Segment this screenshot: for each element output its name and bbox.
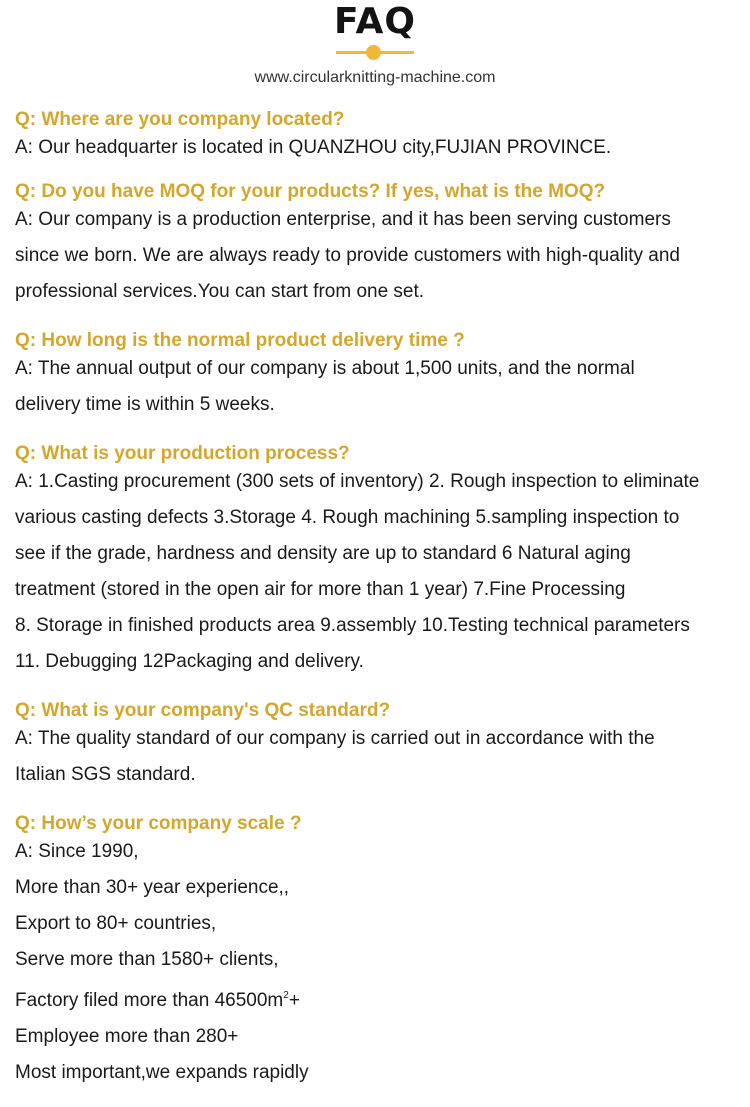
faq-item-production-process <box>15 439 745 680</box>
page-title: FAQ <box>334 1 416 42</box>
answer-line: professional services.You can start from one set. <box>15 281 425 302</box>
question: Q: What is your production process? <box>15 443 350 464</box>
answer-line: 8. Storage in finished products area 9.assembly 10.Testing technical parameters <box>15 615 690 636</box>
faq-item-company-scale <box>15 809 745 1091</box>
answer-line: delivery time is within 5 weeks. <box>15 394 275 415</box>
answer-line: treatment (stored in the open air for more than 1 year) 7.Fine Processing <box>15 579 626 600</box>
answer-line: More than 30+ year experience,, <box>15 877 290 898</box>
title-dot-icon <box>366 45 381 60</box>
answer-line: Employee more than 280+ <box>15 1026 239 1047</box>
factory-area-text: Factory filed more than 46500m <box>15 990 284 1011</box>
question: Q: How long is the normal product delivery time ? <box>15 330 465 351</box>
faq-list <box>15 105 745 1107</box>
question: Q: Do you have MOQ for your products? If yes, what is the MOQ? <box>15 181 606 202</box>
answer-line: since we born. We are always ready to provide customers with high-quality and <box>15 245 680 266</box>
faq-item-delivery-time <box>15 326 745 423</box>
answer-line: see if the grade, hardness and density are up to standard 6 Natural aging <box>15 543 631 564</box>
answer-line: various casting defects 3.Storage 4. Rough machining 5.sampling inspection to <box>15 507 680 528</box>
faq-item-qc-standard <box>15 696 745 793</box>
answer-line: Export to 80+ countries, <box>15 913 217 934</box>
faq-item-moq <box>15 177 745 310</box>
answer-line: A: The annual output of our company is about 1,500 units, and the normal <box>15 358 635 379</box>
answer-line: A: Since 1990, <box>15 841 139 862</box>
answer-line: Most important,we expands rapidly <box>15 1062 309 1083</box>
factory-area-line <box>15 978 745 1019</box>
factory-area-suffix: + <box>288 990 300 1011</box>
website-url: www.circularknitting-machine.com <box>254 69 496 86</box>
faq-item-location <box>15 105 745 161</box>
answer-line: 11. Debugging 12Packaging and delivery. <box>15 651 364 672</box>
answer-line: A: Our headquarter is located in QUANZHOU city,FUJIAN PROVINCE. <box>15 137 612 158</box>
answer-line: A: The quality standard of our company is carried out in accordance with the <box>15 728 655 749</box>
answer-line: Italian SGS standard. <box>15 764 196 785</box>
question: Q: What is your company's QC standard? <box>15 700 391 721</box>
answer-line: A: Our company is a production enterprise, and it has been serving customers <box>15 209 671 230</box>
question: Q: How’s your company scale ? <box>15 813 302 834</box>
question: Q: Where are you company located? <box>15 109 345 130</box>
answer-line: Serve more than 1580+ clients, <box>15 949 279 970</box>
faq-header <box>0 0 750 96</box>
square-superscript: 2 <box>283 990 289 1001</box>
answer-line: A: 1.Casting procurement (300 sets of inventory) 2. Rough inspection to eliminate <box>15 471 700 492</box>
